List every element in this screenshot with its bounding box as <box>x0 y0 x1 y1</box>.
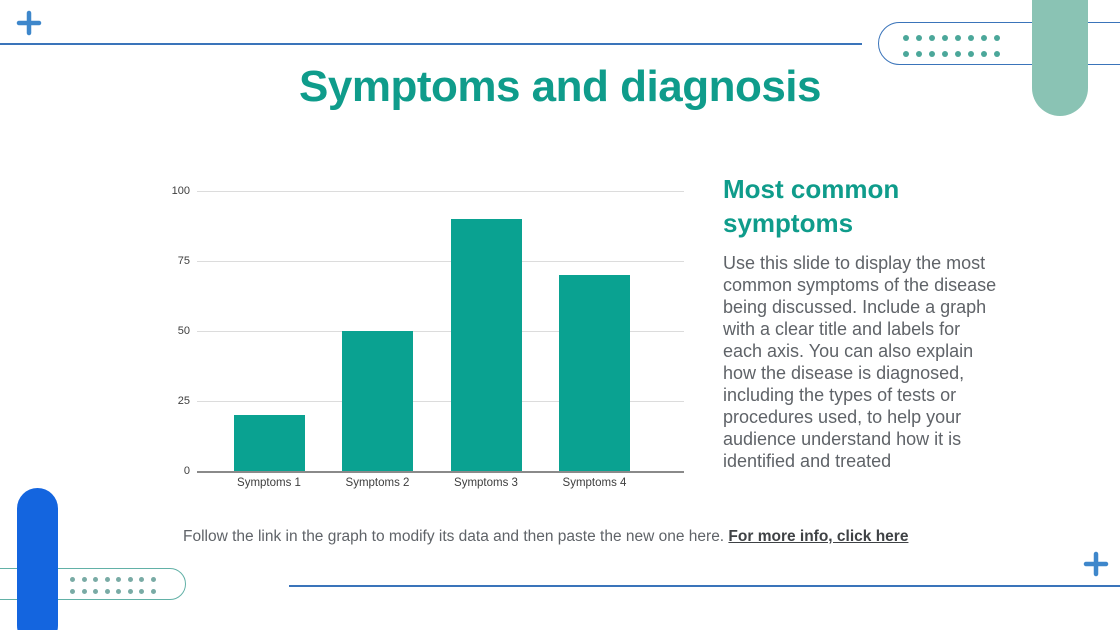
y-axis-tick-label: 75 <box>177 255 190 267</box>
more-info-link[interactable]: For more info, click here <box>728 528 909 545</box>
chart-bar <box>559 275 630 471</box>
y-axis-tick-label: 50 <box>177 325 190 337</box>
dots-pattern <box>70 573 162 597</box>
x-axis-category-label: Symptoms 3 <box>454 477 518 489</box>
bar-chart[interactable] <box>160 185 700 497</box>
footnote <box>183 527 908 547</box>
section-body: Use this slide to display the most common symptoms of the disease being discussed. Include a graph with a clear title and labels for each axis. You can also explain how the disease is diagnosed, including the types of tests or procedures used, to help your audience understand how it is identified and treated <box>723 253 997 471</box>
gridline <box>197 191 684 192</box>
plus-icon <box>1083 551 1109 577</box>
bottom-divider-line <box>289 585 1120 587</box>
y-axis-tick-label: 0 <box>183 465 190 477</box>
footnote-text: Follow the link in the graph to modify its data and then paste the new one here. <box>183 528 729 545</box>
x-axis-category-label: Symptoms 2 <box>345 477 410 489</box>
dots-pattern <box>903 30 1007 62</box>
chart-bar <box>451 219 522 471</box>
y-axis-tick-label: 25 <box>177 395 190 407</box>
chart-bar <box>234 415 305 471</box>
plus-icon <box>16 10 42 36</box>
y-axis-tick-label: 100 <box>171 185 190 197</box>
top-divider-line <box>0 43 862 45</box>
gridline <box>197 261 684 262</box>
x-axis-line <box>197 471 684 473</box>
text-block <box>723 172 1005 472</box>
blue-rounded-bar <box>17 488 58 630</box>
chart-plot <box>197 191 684 471</box>
section-heading: Most common symptoms <box>723 174 900 238</box>
x-axis-category-label: Symptoms 1 <box>237 477 301 489</box>
x-axis-category-label: Symptoms 4 <box>562 477 627 489</box>
slide-title: Symptoms and diagnosis <box>299 62 821 111</box>
chart-bar <box>342 331 413 471</box>
